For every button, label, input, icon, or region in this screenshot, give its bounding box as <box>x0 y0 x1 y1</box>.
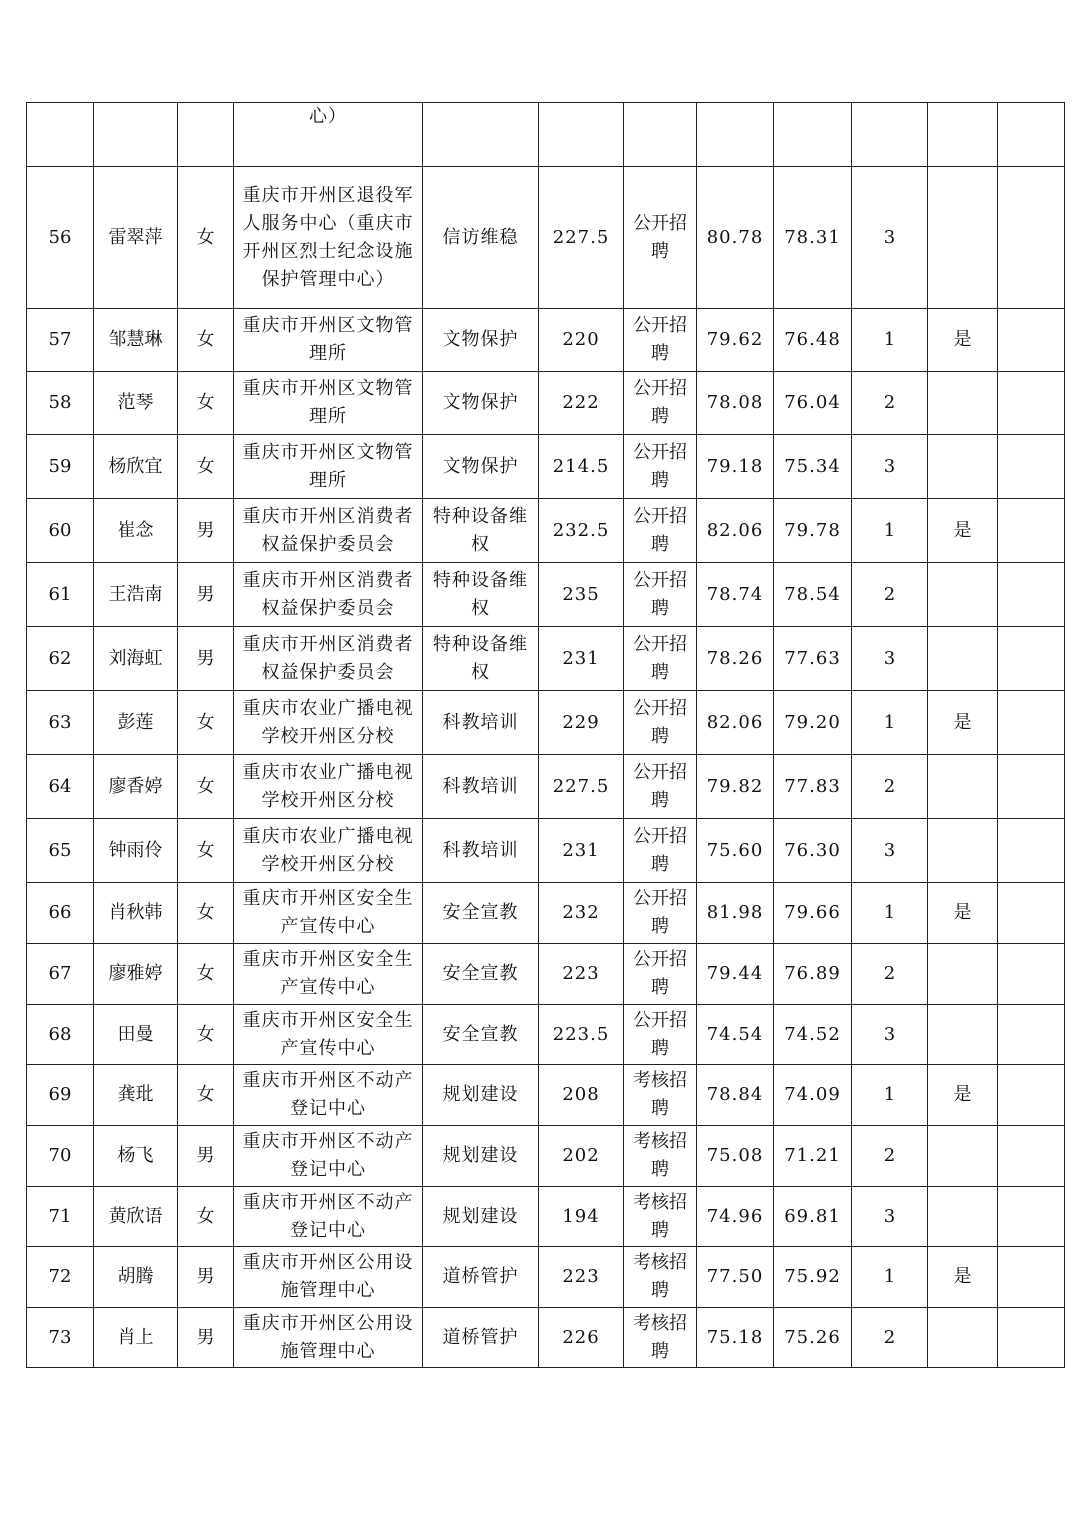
cell-name: 杨飞 <box>94 1126 178 1187</box>
cell-note <box>998 819 1065 883</box>
cell-no: 56 <box>27 167 94 309</box>
cell-physical: 是 <box>928 1247 998 1308</box>
cell-no: 72 <box>27 1247 94 1308</box>
cell-rank: 3 <box>852 627 928 691</box>
cell-position: 规划建设 <box>423 1065 539 1126</box>
cell-written: 231 <box>539 819 624 883</box>
cell-total: 74.09 <box>774 1065 852 1126</box>
cell-position: 特种设备维权 <box>423 627 539 691</box>
cell-method: 公开招聘 <box>624 627 697 691</box>
cell-position: 特种设备维权 <box>423 499 539 563</box>
cell-written: 194 <box>539 1187 624 1247</box>
cell-note <box>998 1065 1065 1126</box>
cell-no: 61 <box>27 563 94 627</box>
cell-interview: 77.50 <box>697 1247 774 1308</box>
cell-name: 刘海虹 <box>94 627 178 691</box>
cell-note <box>998 103 1065 167</box>
cell-total: 69.81 <box>774 1187 852 1247</box>
cell-written: 214.5 <box>539 435 624 499</box>
table-row <box>27 372 1065 435</box>
cell-interview: 81.98 <box>697 883 774 944</box>
cell-name: 范琴 <box>94 372 178 435</box>
cell-physical <box>928 944 998 1005</box>
cell-gender: 女 <box>178 691 234 755</box>
cell-physical <box>928 103 998 167</box>
cell-rank: 3 <box>852 167 928 309</box>
cell-position: 文物保护 <box>423 309 539 372</box>
table-row <box>27 563 1065 627</box>
results-table <box>26 102 1065 1368</box>
cell-method: 考核招聘 <box>624 1187 697 1247</box>
cell-gender: 女 <box>178 372 234 435</box>
cell-name: 胡腾 <box>94 1247 178 1308</box>
cell-gender <box>178 103 234 167</box>
cell-note <box>998 1126 1065 1187</box>
cell-interview: 79.82 <box>697 755 774 819</box>
cell-written: 235 <box>539 563 624 627</box>
cell-physical: 是 <box>928 883 998 944</box>
cell-rank: 3 <box>852 435 928 499</box>
cell-no: 64 <box>27 755 94 819</box>
cell-physical <box>928 1308 998 1368</box>
cell-physical: 是 <box>928 499 998 563</box>
cell-method: 考核招聘 <box>624 1247 697 1308</box>
cell-position: 安全宣教 <box>423 1005 539 1065</box>
cell-method: 公开招聘 <box>624 755 697 819</box>
cell-total: 71.21 <box>774 1126 852 1187</box>
cell-written: 222 <box>539 372 624 435</box>
cell-total: 79.20 <box>774 691 852 755</box>
cell-physical <box>928 755 998 819</box>
cell-unit: 重庆市开州区消费者权益保护委员会 <box>234 499 423 563</box>
cell-note <box>998 435 1065 499</box>
cell-physical <box>928 627 998 691</box>
cell-name: 彭莲 <box>94 691 178 755</box>
cell-unit: 心） <box>234 103 423 167</box>
cell-note <box>998 1187 1065 1247</box>
cell-name <box>94 103 178 167</box>
cell-gender: 女 <box>178 755 234 819</box>
cell-written: 231 <box>539 627 624 691</box>
cell-rank: 1 <box>852 499 928 563</box>
cell-total: 75.26 <box>774 1308 852 1368</box>
cell-interview: 74.54 <box>697 1005 774 1065</box>
cell-method: 公开招聘 <box>624 819 697 883</box>
cell-unit: 重庆市开州区公用设施管理中心 <box>234 1247 423 1308</box>
cell-no: 73 <box>27 1308 94 1368</box>
cell-no: 66 <box>27 883 94 944</box>
cell-total: 78.31 <box>774 167 852 309</box>
cell-method: 考核招聘 <box>624 1065 697 1126</box>
cell-interview: 79.62 <box>697 309 774 372</box>
cell-interview: 79.44 <box>697 944 774 1005</box>
cell-unit: 重庆市开州区公用设施管理中心 <box>234 1308 423 1368</box>
cell-rank: 1 <box>852 1247 928 1308</box>
cell-method: 考核招聘 <box>624 1126 697 1187</box>
cell-unit: 重庆市农业广播电视学校开州区分校 <box>234 691 423 755</box>
table-row <box>27 883 1065 944</box>
cell-position: 道桥管护 <box>423 1308 539 1368</box>
cell-position: 信访维稳 <box>423 167 539 309</box>
cell-interview: 78.08 <box>697 372 774 435</box>
cell-written <box>539 103 624 167</box>
cell-no: 59 <box>27 435 94 499</box>
cell-unit: 重庆市开州区消费者权益保护委员会 <box>234 563 423 627</box>
cell-note <box>998 167 1065 309</box>
cell-gender: 女 <box>178 1187 234 1247</box>
cell-unit: 重庆市开州区文物管理所 <box>234 309 423 372</box>
cell-name: 黄欣语 <box>94 1187 178 1247</box>
cell-interview: 75.60 <box>697 819 774 883</box>
cell-name: 邹慧琳 <box>94 309 178 372</box>
cell-note <box>998 944 1065 1005</box>
cell-written: 223 <box>539 1247 624 1308</box>
cell-position: 规划建设 <box>423 1126 539 1187</box>
cell-rank: 1 <box>852 309 928 372</box>
cell-position: 特种设备维权 <box>423 563 539 627</box>
table-row <box>27 167 1065 309</box>
cell-method <box>624 103 697 167</box>
cell-interview: 82.06 <box>697 691 774 755</box>
cell-total: 76.04 <box>774 372 852 435</box>
cell-method: 公开招聘 <box>624 167 697 309</box>
table-row <box>27 691 1065 755</box>
cell-name: 廖香婷 <box>94 755 178 819</box>
cell-no: 71 <box>27 1187 94 1247</box>
cell-rank: 3 <box>852 819 928 883</box>
cell-name: 杨欣宜 <box>94 435 178 499</box>
cell-no <box>27 103 94 167</box>
cell-note <box>998 372 1065 435</box>
cell-interview: 78.84 <box>697 1065 774 1126</box>
cell-unit: 重庆市开州区文物管理所 <box>234 435 423 499</box>
cell-no: 65 <box>27 819 94 883</box>
cell-unit: 重庆市开州区不动产登记中心 <box>234 1126 423 1187</box>
cell-gender: 男 <box>178 627 234 691</box>
cell-physical <box>928 435 998 499</box>
cell-physical <box>928 1005 998 1065</box>
cell-position: 科教培训 <box>423 819 539 883</box>
cell-note <box>998 309 1065 372</box>
cell-no: 68 <box>27 1005 94 1065</box>
table-row <box>27 627 1065 691</box>
cell-gender: 女 <box>178 1005 234 1065</box>
cell-written: 223 <box>539 944 624 1005</box>
cell-interview: 80.78 <box>697 167 774 309</box>
cell-written: 226 <box>539 1308 624 1368</box>
cell-gender: 男 <box>178 499 234 563</box>
cell-written: 232 <box>539 883 624 944</box>
table-row <box>27 309 1065 372</box>
cell-method: 公开招聘 <box>624 691 697 755</box>
cell-gender: 女 <box>178 883 234 944</box>
cell-note <box>998 1247 1065 1308</box>
cell-gender: 男 <box>178 1247 234 1308</box>
cell-rank: 3 <box>852 1187 928 1247</box>
cell-position: 安全宣教 <box>423 883 539 944</box>
cell-gender: 女 <box>178 819 234 883</box>
table-row <box>27 1247 1065 1308</box>
cell-total: 75.92 <box>774 1247 852 1308</box>
table-row <box>27 499 1065 563</box>
table-row <box>27 1187 1065 1247</box>
cell-physical <box>928 819 998 883</box>
cell-gender: 女 <box>178 435 234 499</box>
cell-name: 崔念 <box>94 499 178 563</box>
cell-position: 科教培训 <box>423 691 539 755</box>
cell-position: 道桥管护 <box>423 1247 539 1308</box>
cell-total: 78.54 <box>774 563 852 627</box>
cell-gender: 女 <box>178 167 234 309</box>
cell-method: 公开招聘 <box>624 944 697 1005</box>
cell-name: 钟雨伶 <box>94 819 178 883</box>
cell-unit: 重庆市开州区安全生产宣传中心 <box>234 944 423 1005</box>
cell-interview: 78.26 <box>697 627 774 691</box>
cell-rank: 1 <box>852 691 928 755</box>
cell-rank: 2 <box>852 944 928 1005</box>
cell-total: 77.63 <box>774 627 852 691</box>
cell-total: 76.48 <box>774 309 852 372</box>
cell-position: 文物保护 <box>423 372 539 435</box>
table-row <box>27 1308 1065 1368</box>
cell-rank: 1 <box>852 1065 928 1126</box>
cell-method: 公开招聘 <box>624 563 697 627</box>
cell-method: 公开招聘 <box>624 309 697 372</box>
cell-name: 廖雅婷 <box>94 944 178 1005</box>
cell-note <box>998 883 1065 944</box>
cell-physical <box>928 167 998 309</box>
cell-unit: 重庆市农业广播电视学校开州区分校 <box>234 755 423 819</box>
cell-no: 58 <box>27 372 94 435</box>
cell-physical <box>928 563 998 627</box>
cell-unit: 重庆市开州区退役军人服务中心（重庆市开州区烈士纪念设施保护管理中心） <box>234 167 423 309</box>
cell-name: 田曼 <box>94 1005 178 1065</box>
cell-total <box>774 103 852 167</box>
cell-name: 王浩南 <box>94 563 178 627</box>
cell-written: 208 <box>539 1065 624 1126</box>
cell-rank: 2 <box>852 1126 928 1187</box>
cell-gender: 男 <box>178 563 234 627</box>
cell-total: 79.66 <box>774 883 852 944</box>
cell-rank: 2 <box>852 563 928 627</box>
cell-rank: 1 <box>852 883 928 944</box>
table-row <box>27 1126 1065 1187</box>
cell-no: 60 <box>27 499 94 563</box>
cell-note <box>998 755 1065 819</box>
cell-rank: 2 <box>852 755 928 819</box>
table-row <box>27 755 1065 819</box>
cell-gender: 女 <box>178 309 234 372</box>
cell-unit: 重庆市开州区消费者权益保护委员会 <box>234 627 423 691</box>
cell-gender: 男 <box>178 1308 234 1368</box>
cell-total: 76.89 <box>774 944 852 1005</box>
cell-no: 67 <box>27 944 94 1005</box>
cell-physical <box>928 1126 998 1187</box>
cell-position <box>423 103 539 167</box>
table-row <box>27 1005 1065 1065</box>
cell-written: 232.5 <box>539 499 624 563</box>
cell-total: 79.78 <box>774 499 852 563</box>
cell-note <box>998 563 1065 627</box>
cell-note <box>998 1308 1065 1368</box>
cell-position: 安全宣教 <box>423 944 539 1005</box>
cell-physical: 是 <box>928 1065 998 1126</box>
cell-written: 227.5 <box>539 167 624 309</box>
cell-rank: 2 <box>852 1308 928 1368</box>
cell-written: 229 <box>539 691 624 755</box>
table-row <box>27 1065 1065 1126</box>
cell-rank: 3 <box>852 1005 928 1065</box>
cell-interview: 74.96 <box>697 1187 774 1247</box>
cell-position: 文物保护 <box>423 435 539 499</box>
cell-interview: 75.18 <box>697 1308 774 1368</box>
cell-rank: 2 <box>852 372 928 435</box>
cell-note <box>998 627 1065 691</box>
cell-name: 肖秋韩 <box>94 883 178 944</box>
cell-position: 规划建设 <box>423 1187 539 1247</box>
cell-interview: 79.18 <box>697 435 774 499</box>
cell-written: 223.5 <box>539 1005 624 1065</box>
cell-unit: 重庆市开州区不动产登记中心 <box>234 1065 423 1126</box>
cell-note <box>998 691 1065 755</box>
cell-written: 220 <box>539 309 624 372</box>
cell-unit: 重庆市开州区安全生产宣传中心 <box>234 1005 423 1065</box>
cell-unit: 重庆市农业广播电视学校开州区分校 <box>234 819 423 883</box>
cell-physical <box>928 372 998 435</box>
cell-gender: 女 <box>178 1065 234 1126</box>
cell-method: 公开招聘 <box>624 883 697 944</box>
cell-name: 肖上 <box>94 1308 178 1368</box>
cell-rank <box>852 103 928 167</box>
cell-no: 70 <box>27 1126 94 1187</box>
table-row <box>27 819 1065 883</box>
cell-method: 考核招聘 <box>624 1308 697 1368</box>
cell-total: 74.52 <box>774 1005 852 1065</box>
cell-physical: 是 <box>928 309 998 372</box>
cell-gender: 男 <box>178 1126 234 1187</box>
cell-physical <box>928 1187 998 1247</box>
cell-no: 69 <box>27 1065 94 1126</box>
cell-unit: 重庆市开州区不动产登记中心 <box>234 1187 423 1247</box>
cell-no: 62 <box>27 627 94 691</box>
cell-unit: 重庆市开州区安全生产宣传中心 <box>234 883 423 944</box>
cell-note <box>998 499 1065 563</box>
cell-unit: 重庆市开州区文物管理所 <box>234 372 423 435</box>
cell-note <box>998 1005 1065 1065</box>
cell-interview: 78.74 <box>697 563 774 627</box>
cell-method: 公开招聘 <box>624 1005 697 1065</box>
cell-gender: 女 <box>178 944 234 1005</box>
table-row <box>27 435 1065 499</box>
cell-total: 77.83 <box>774 755 852 819</box>
cell-written: 202 <box>539 1126 624 1187</box>
cell-written: 227.5 <box>539 755 624 819</box>
cell-no: 63 <box>27 691 94 755</box>
cell-total: 76.30 <box>774 819 852 883</box>
cell-physical: 是 <box>928 691 998 755</box>
cell-method: 公开招聘 <box>624 435 697 499</box>
cell-name: 龚玭 <box>94 1065 178 1126</box>
cell-interview: 82.06 <box>697 499 774 563</box>
cell-no: 57 <box>27 309 94 372</box>
cell-method: 公开招聘 <box>624 372 697 435</box>
table-row <box>27 944 1065 1005</box>
table-row-continued <box>27 103 1065 167</box>
cell-interview: 75.08 <box>697 1126 774 1187</box>
cell-interview <box>697 103 774 167</box>
cell-position: 科教培训 <box>423 755 539 819</box>
cell-total: 75.34 <box>774 435 852 499</box>
cell-method: 公开招聘 <box>624 499 697 563</box>
cell-name: 雷翠萍 <box>94 167 178 309</box>
